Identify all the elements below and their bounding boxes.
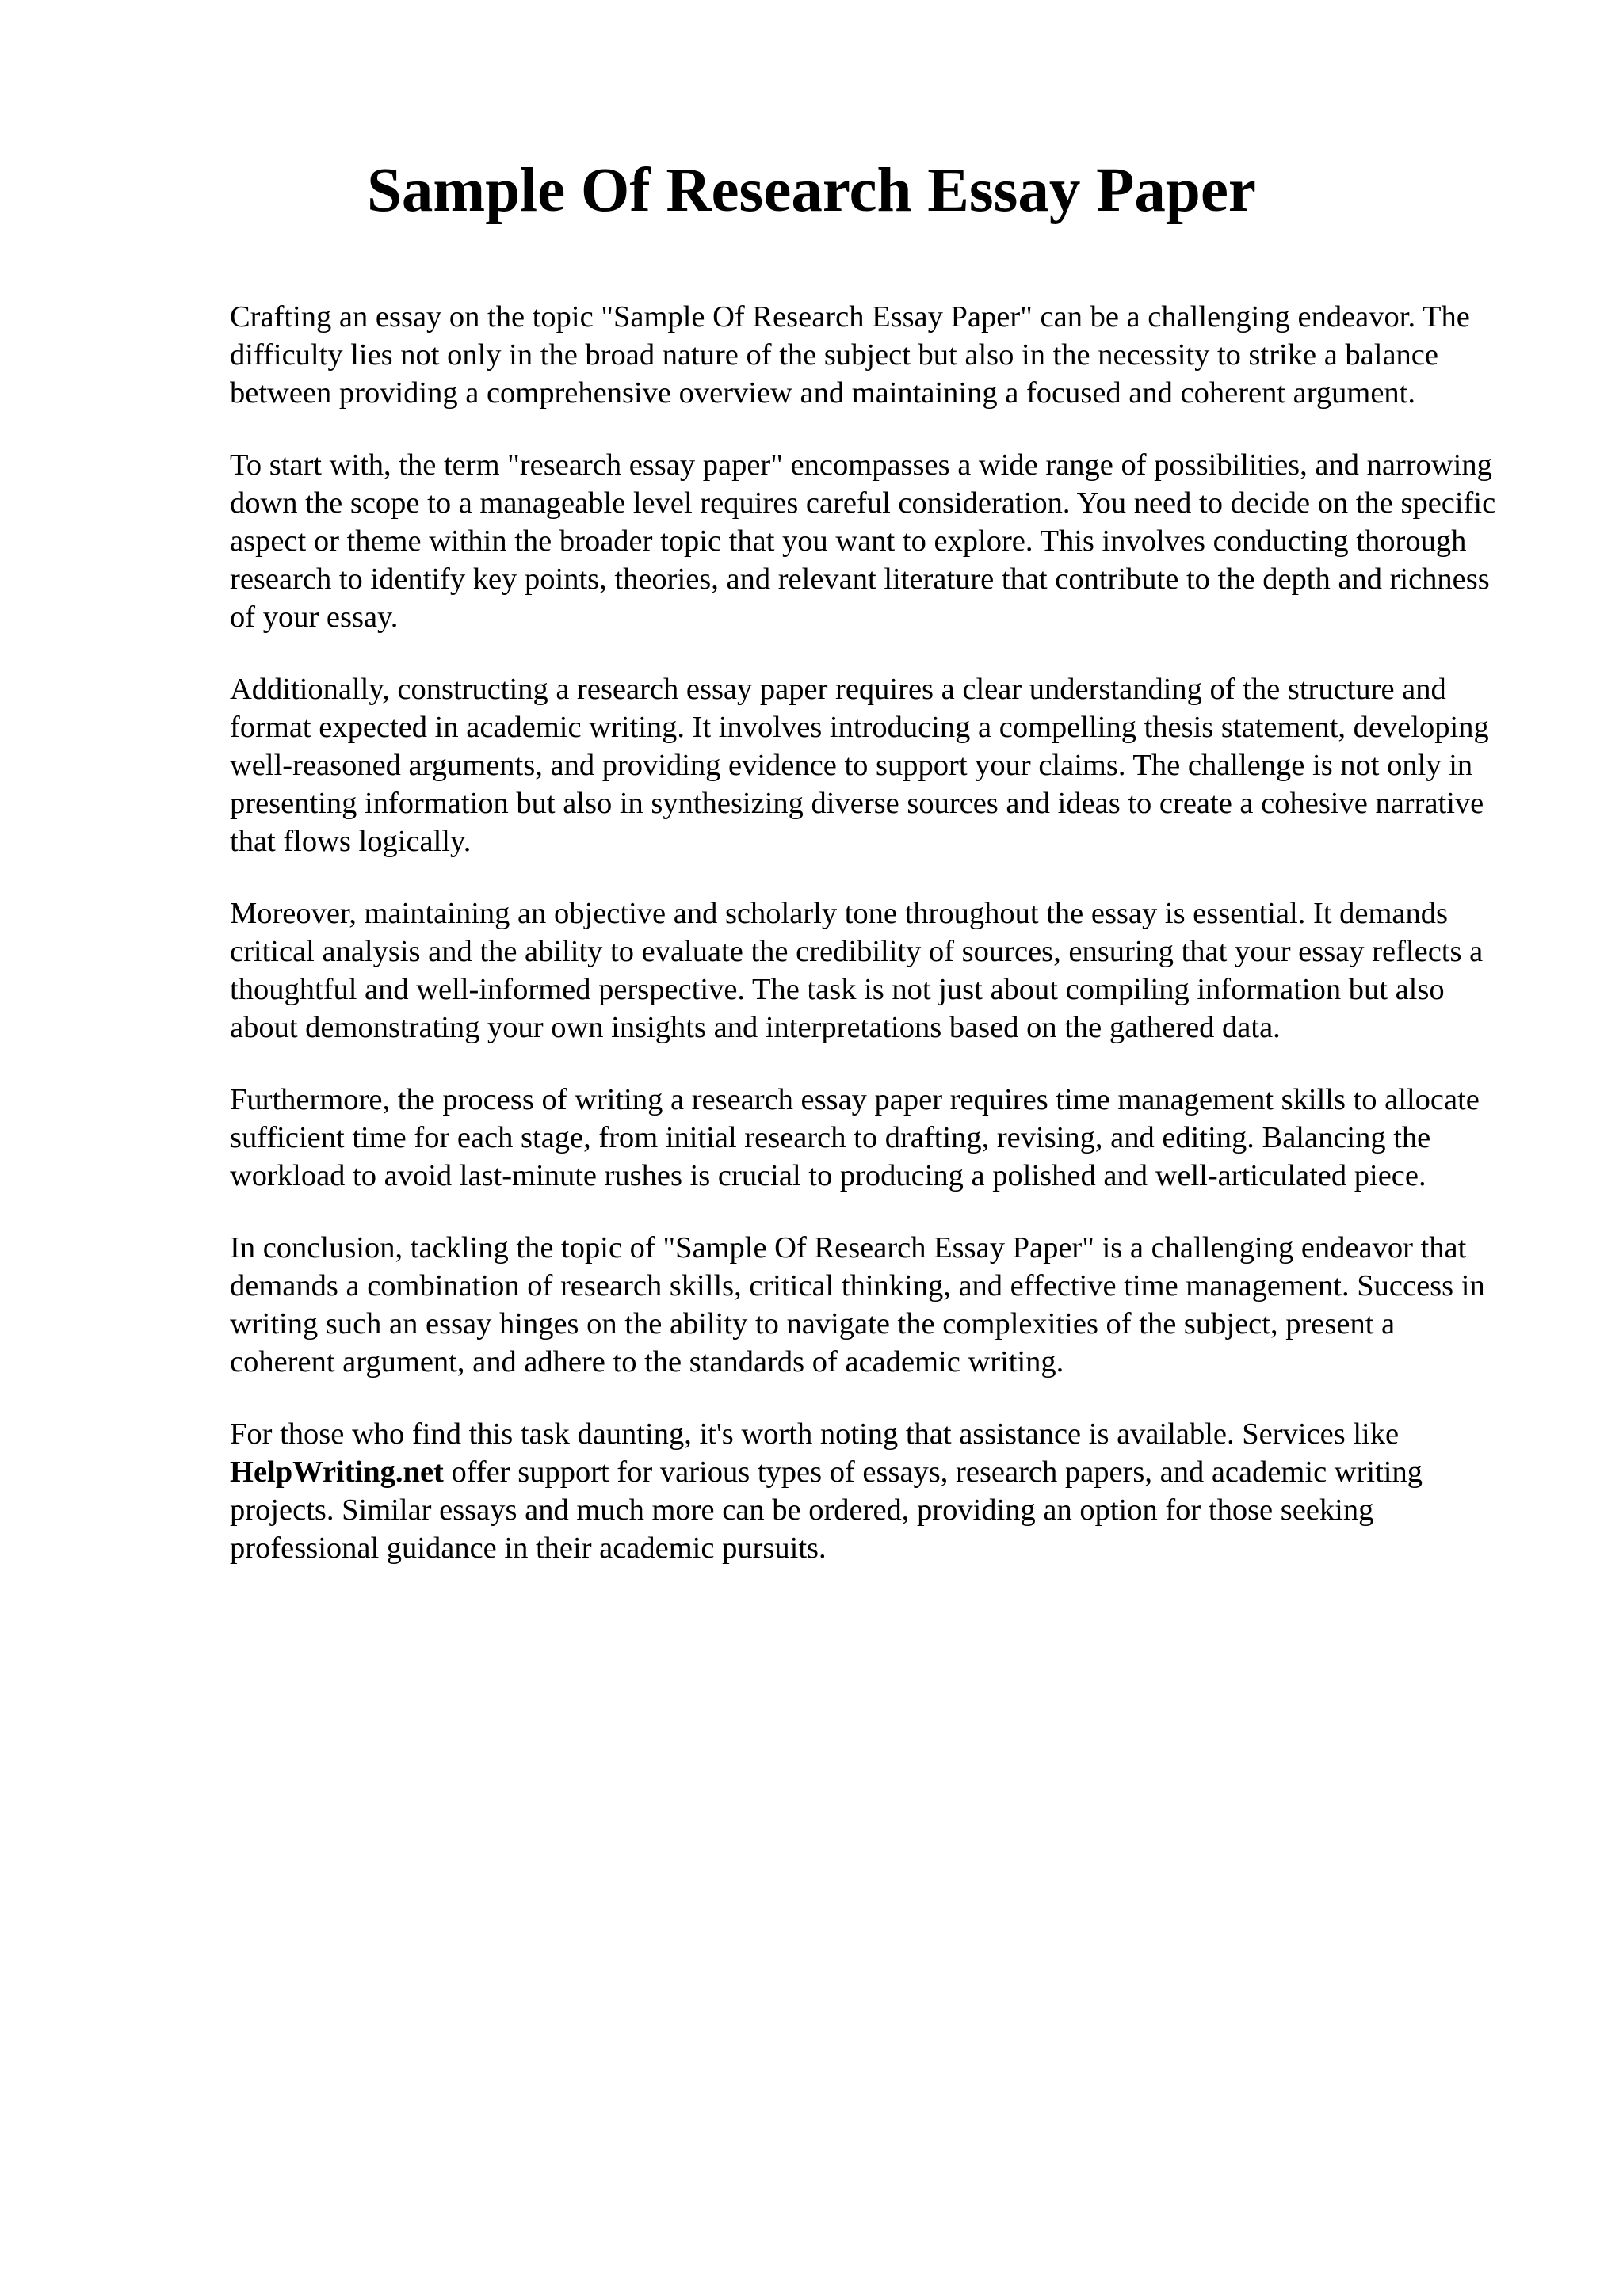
page-title: Sample Of Research Essay Paper	[366, 156, 1256, 225]
paragraph-6: In conclusion, tackling the topic of "Sample Of Research Essay Paper" is a challenging endeavor that demands a combination of research skills, critical thinking, and effective time management. Success in writing such an essay hinges on the ability to navigate the complexities of the subject, present a coherent argument, and adhere to the standards of academic writing.	[230, 1231, 1485, 1379]
paragraph-5: Furthermore, the process of writing a research essay paper requires time management skills to allocate sufficient time for each stage, from initial research to drafting, revising, and editing. Balancing the workload to avoid last-minute rushes is crucial to producing a polished and well-articulated piece.	[230, 1083, 1480, 1192]
paragraph-2: To start with, the term "research essay paper" encompasses a wide range of possibilities, and narrowing down the scope to a manageable level requires careful consideration. You need to decide on the specific aspect or theme within the broader topic that you want to explore. This involves conducting thorough research to identify key points, theories, and relevant literature that contribute to the depth and richness of your essay.	[230, 448, 1496, 634]
brand-name: HelpWriting.net	[230, 1455, 444, 1489]
paragraph-7	[230, 1415, 1506, 1567]
paragraph-3: Additionally, constructing a research essay paper requires a clear understanding of the structure and format expected in academic writing. It involves introducing a compelling thesis statement, developing well-reasoned arguments, and providing evidence to support your claims. The challenge is not only in presenting information but also in synthesizing diverse sources and ideas to create a cohesive narrative that flows logically.	[230, 673, 1489, 858]
paragraph-1: Crafting an essay on the topic "Sample Of Research Essay Paper" can be a challenging endeavor. The difficulty lies not only in the broad nature of the subject but also in the necessity to strike a balance between providing a comprehensive overview and maintaining a focused and coherent argument.	[230, 300, 1470, 410]
paragraph-4: Moreover, maintaining an objective and scholarly tone throughout the essay is essential. It demands critical analysis and the ability to evaluate the credibility of sources, ensuring that your essay reflects a thoughtful and well-informed perspective. The task is not just about compiling information but also about demonstrating your own insights and interpretations based on the gathered data.	[230, 897, 1484, 1044]
paragraph-7-rest: offer support for various types of essays, research papers, and academic writing projects. Similar essays and much more can be ordered, providing an option for those seeking professional guidance in their academic pursuits.	[230, 1455, 1423, 1565]
essay-body	[230, 298, 1506, 1601]
paragraph-7-intro: For those who find this task daunting, it's worth noting that assistance is available. Services like	[230, 1417, 1400, 1451]
